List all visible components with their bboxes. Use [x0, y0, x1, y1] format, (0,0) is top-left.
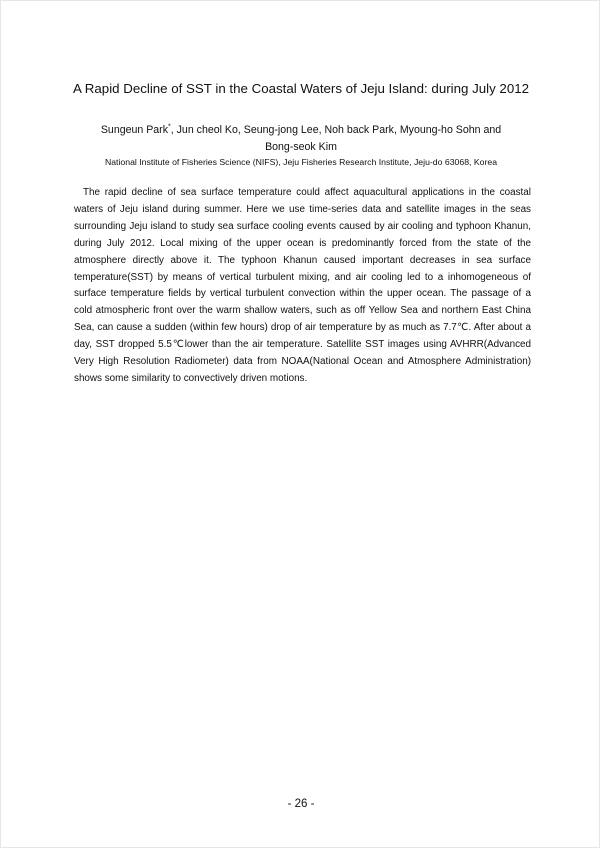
author-list	[61, 122, 541, 156]
corresponding-author-mark: *	[168, 123, 171, 131]
page-number: - 26 -	[287, 798, 315, 810]
co-authors: , Jun cheol Ko, Seung-jong Lee, Noh back Park, Myoung-ho Sohn and	[170, 124, 502, 136]
author-line-1	[61, 122, 541, 139]
paper-title: A Rapid Decline of SST in the Coastal Waters of Jeju Island: during July 2012	[72, 81, 530, 96]
abstract-text: The rapid decline of sea surface temperature could affect aquacultural applications in the coastal waters of Jeju island during summer. Here we use time-series data and satellite images in the seas surrounding Jeju island to study sea surface cooling events caused by air cooling and typhoon Khanun, during July 2012. Local mixing of the upper ocean is predominantly forced from the state of the atmosphere directly above it. The typhoon Khanun caused important decreases in sea surface temperature(SST) by means of vertical turbulent mixing, and air cooling led to a inhomogeneous of surface temperature fields by vertical turbulent convection within the upper ocean. The passage of a cold atmospheric front over the warm shallow waters, such as off Yellow Sea and northern East China Sea, can cause a sudden (within few hours) drop of air temperature by as much as 7.7℃. After about a day, SST dropped 5.5℃lower than the air temperature. Satellite SST images using AVHRR(Advanced Very High Resolution Radiometer) data from NOAA(National Ocean and Atmosphere Administration) shows some similarity to convectively driven motions.	[74, 187, 531, 384]
author-line-2: Bong-seok Kim	[265, 141, 337, 153]
affiliation: National Institute of Fisheries Science (NIFS), Jeju Fisheries Research Institute, Jeju-do 63068, Korea	[104, 157, 498, 167]
first-author: Sungeun Park	[100, 124, 169, 136]
